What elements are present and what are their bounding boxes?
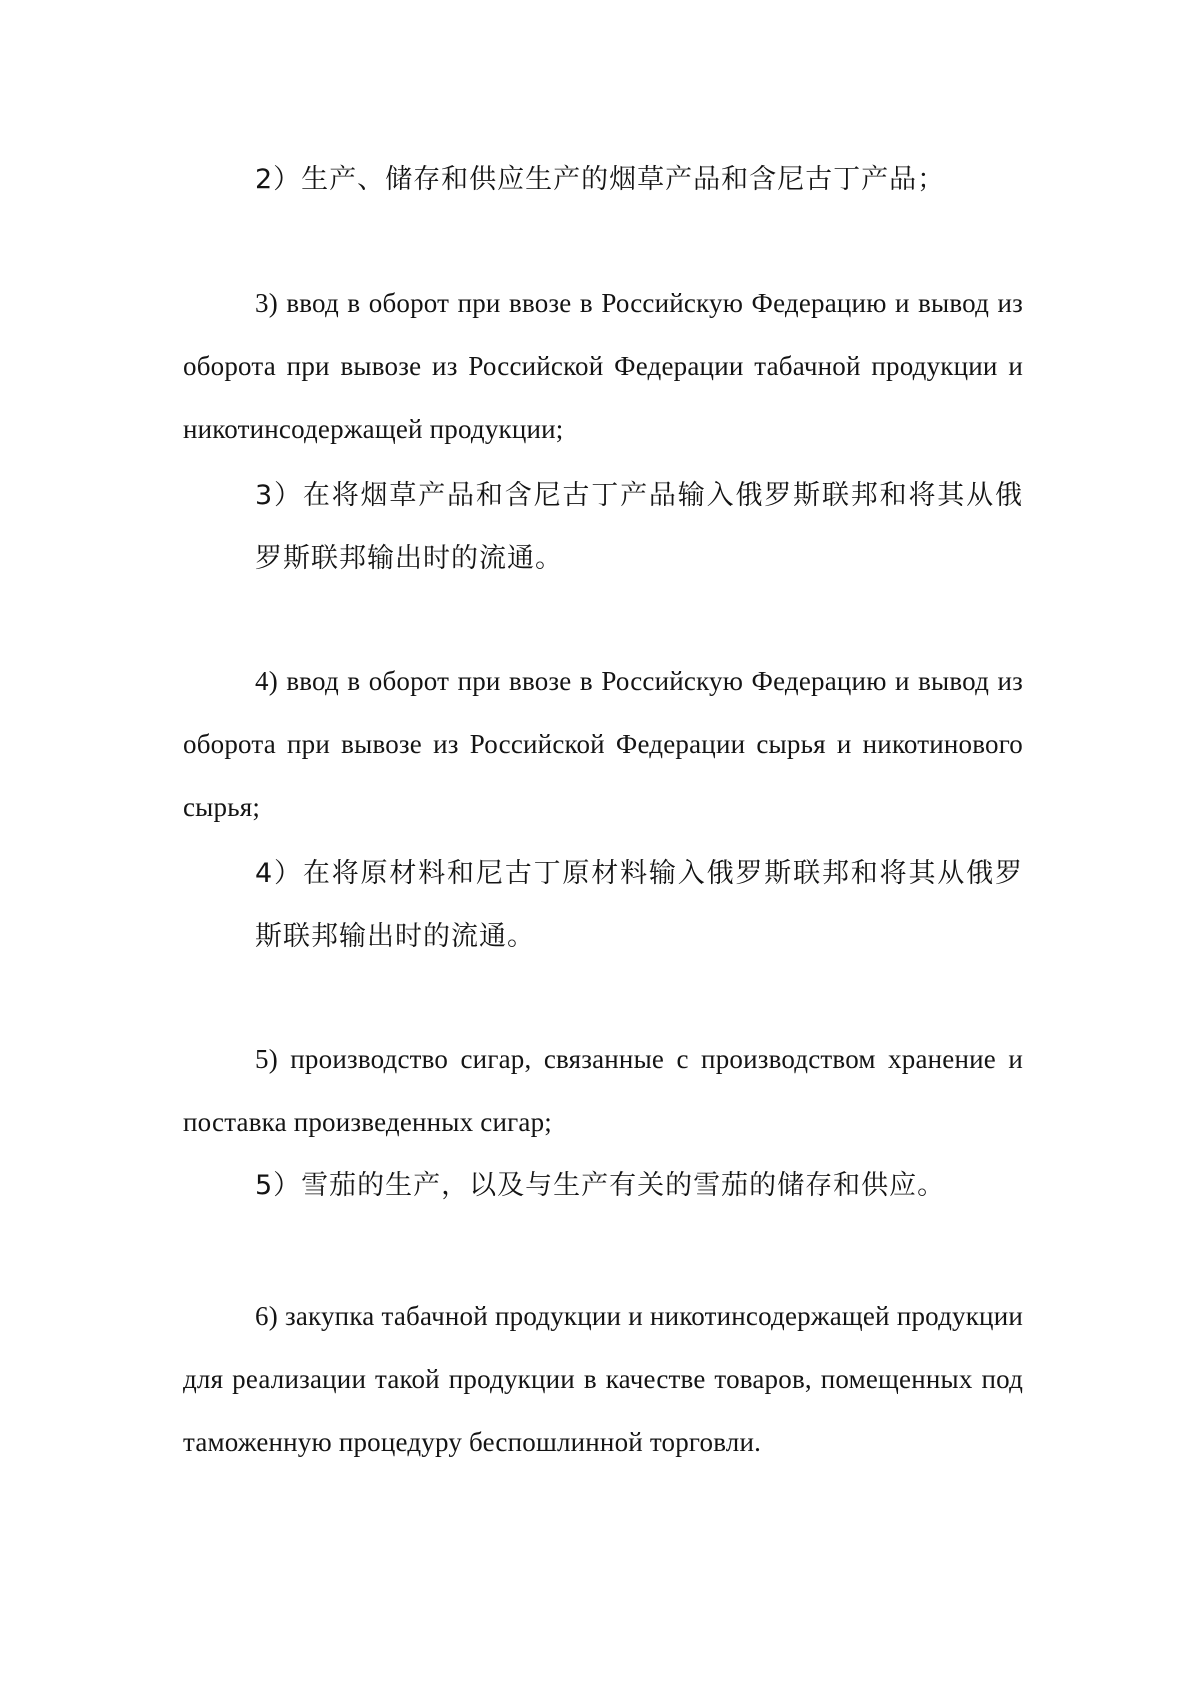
paragraph-zh-item-3: 3）在将烟草产品和含尼古丁产品输入俄罗斯联邦和将其从俄罗斯联邦输出时的流通。 (255, 480, 1023, 574)
paragraph-ru-item-4: 4) ввод в оборот при ввозе в Российскую Федерацию и вывод из оборота при вывозе из Российской Федерации сырья и никотинового сырья; (183, 666, 1023, 822)
paragraph-ru-item-5: 5) производство сигар, связанные с производством хранение и поставка произведенных сигар; (183, 1044, 1023, 1137)
paragraph-ru-item-6: 6) закупка табачной продукции и никотинсодержащей продукции для реализации такой продукции в качестве товаров, помещенных под таможенную процедуру беспошлинной торговли. (183, 1301, 1023, 1457)
paragraph-zh-item-5: 5）雪茄的生产，以及与生产有关的雪茄的储存和供应。 (255, 1170, 946, 1201)
paragraph-zh-item-2: 2）生产、储存和供应生产的烟草产品和含尼古丁产品； (255, 164, 946, 195)
paragraph-ru-item-3: 3) ввод в оборот при ввозе в Российскую Федерацию и вывод из оборота при вывозе из Российской Федерации табачной продукции и никотинсодержащей продукции; (183, 288, 1023, 444)
paragraph-zh-item-4: 4）在将原材料和尼古丁原材料输入俄罗斯联邦和将其从俄罗斯联邦输出时的流通。 (255, 858, 1023, 952)
